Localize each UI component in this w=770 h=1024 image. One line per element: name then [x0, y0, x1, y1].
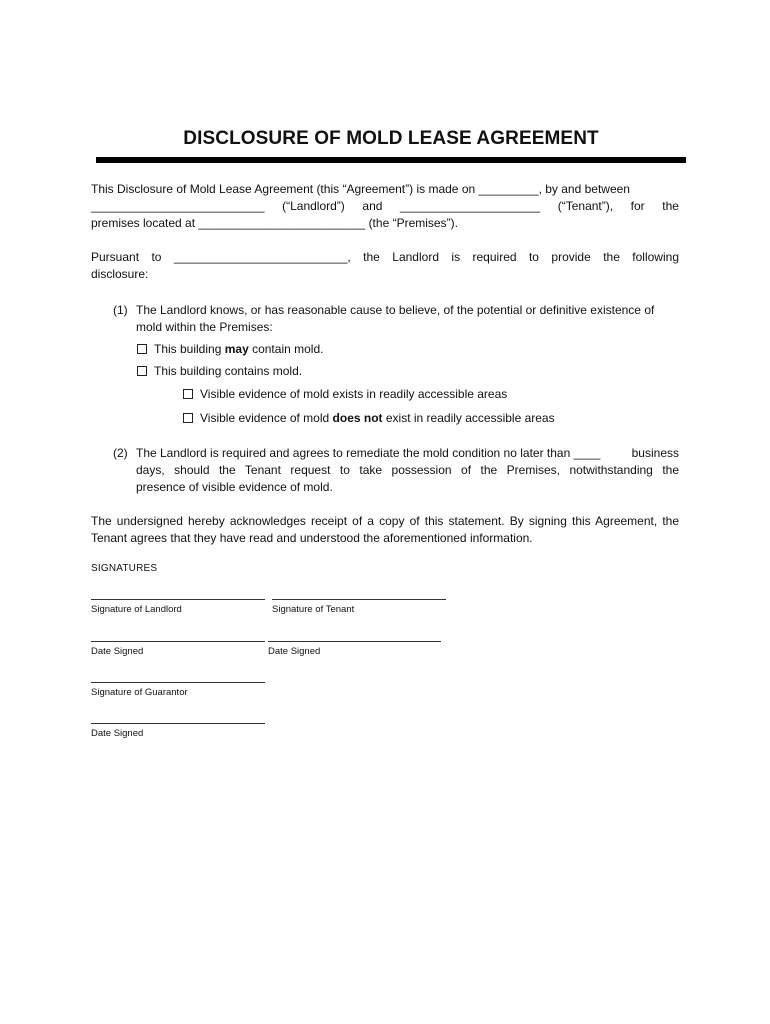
item-1-line-1: The Landlord knows, or has reasonable cause to believe, of the potential or definitive existence of: [136, 303, 655, 317]
signature-tenant-block[interactable]: [272, 599, 446, 615]
date-tenant-caption: Date Signed: [268, 646, 321, 657]
disclosure-item-1: [113, 302, 679, 336]
suboption-visible-not[interactable]: [183, 410, 555, 426]
checkbox-visible-exists[interactable]: [183, 389, 193, 399]
item-1-body: [136, 302, 679, 336]
option-bold: does not: [332, 411, 383, 425]
signature-guarantor-caption: Signature of Guarantor: [91, 687, 188, 698]
signature-landlord-block[interactable]: [91, 599, 265, 615]
checkbox-visible-not[interactable]: [183, 413, 193, 423]
option-text: exist in readily accessible areas: [382, 411, 555, 425]
intro-for: for: [630, 199, 645, 213]
signature-guarantor-block[interactable]: [91, 682, 265, 698]
document-title: DISCLOSURE OF MOLD LEASE AGREEMENT: [183, 128, 599, 149]
option-may-contain[interactable]: [137, 341, 323, 357]
pursuant-word: Pursuant: [91, 250, 140, 264]
landlord-blank[interactable]: __________________________: [91, 199, 265, 213]
option-contains-label: This building contains mold.: [154, 364, 303, 378]
date-guarantor-block[interactable]: [91, 723, 265, 739]
acknowledgement-paragraph: [91, 513, 679, 547]
pursuant-line-1: [91, 249, 679, 266]
item-1-line-2: mold within the Premises:: [136, 320, 273, 334]
suboption-visible-exists[interactable]: [183, 386, 507, 402]
pursuant-paragraph: [91, 249, 679, 283]
ack-line-1: The undersigned hereby acknowledges receipt of a copy of this statement. By signing this Agreement, the: [91, 514, 679, 528]
pursuant-word: to: [528, 250, 539, 264]
suboption-visible-not-label: [200, 410, 555, 426]
checkbox-may-contain[interactable]: [137, 344, 147, 354]
date-tenant-block[interactable]: [268, 641, 441, 657]
signature-tenant-caption: Signature of Tenant: [272, 604, 355, 615]
item-2-text: business: [631, 446, 679, 460]
intro-and: and: [362, 199, 383, 213]
ack-line-2: Tenant agrees that they have read and understood the aforementioned information.: [91, 531, 533, 545]
item-2-text: The Landlord is required and agrees to remediate the mold condition no later than ____: [136, 446, 601, 460]
pursuant-line-2: [91, 266, 679, 283]
pursuant-word: to: [151, 250, 162, 264]
item-1-number: (1): [113, 303, 128, 317]
premises-text: premises located at _________________________ (the “Premises”).: [91, 216, 458, 230]
intro-text-1: This Disclosure of Mold Lease Agreement (this “Agreement”) is made on _________, by and between: [91, 182, 630, 196]
landlord-label: (“Landlord”): [282, 199, 345, 213]
item-2-number: (2): [113, 446, 128, 460]
date-landlord-line[interactable]: [91, 641, 265, 642]
signature-landlord-caption: Signature of Landlord: [91, 604, 182, 615]
option-may-contain-label: [154, 341, 323, 357]
title-divider: [96, 157, 686, 163]
option-contains[interactable]: [137, 363, 302, 379]
option-text: Visible evidence of mold: [200, 411, 333, 425]
pursuant-word: is: [451, 250, 461, 264]
pursuant-disclosure: disclosure:: [91, 267, 149, 281]
option-text: contain mold.: [248, 342, 324, 356]
pursuant-word: the: [603, 250, 620, 264]
option-bold: may: [224, 342, 249, 356]
item-2-body: [136, 445, 679, 496]
tenant-blank[interactable]: _____________________: [400, 199, 541, 213]
pursuant-word: required: [472, 250, 517, 264]
signature-landlord-line[interactable]: [91, 599, 265, 600]
date-guarantor-caption: Date Signed: [91, 728, 144, 739]
item-2-line-1: [136, 445, 679, 462]
pursuant-word: provide: [551, 250, 591, 264]
intro-line-3: [91, 215, 679, 232]
checkbox-contains[interactable]: [137, 366, 147, 376]
tenant-label: (“Tenant”),: [557, 199, 614, 213]
option-text: This building: [154, 342, 225, 356]
disclosure-item-2: [113, 445, 679, 496]
intro-line-1: [91, 181, 679, 198]
date-landlord-block[interactable]: [91, 641, 265, 657]
intro-paragraph: [91, 181, 679, 232]
statute-blank[interactable]: __________________________,: [173, 250, 351, 264]
item-2-line-3: presence of visible evidence of mold.: [136, 480, 333, 494]
signature-guarantor-line[interactable]: [91, 682, 265, 683]
pursuant-word: following: [632, 250, 679, 264]
pursuant-word: the: [363, 250, 380, 264]
item-2-line-2: days, should the Tenant request to take possession of the Premises, notwithstanding the: [136, 463, 679, 477]
signatures-heading: SIGNATURES: [91, 563, 158, 574]
date-guarantor-line[interactable]: [91, 723, 265, 724]
pursuant-word: Landlord: [392, 250, 439, 264]
intro-line-2: [91, 198, 679, 215]
intro-the: the: [662, 199, 679, 213]
date-tenant-line[interactable]: [268, 641, 441, 642]
suboption-visible-exists-label: Visible evidence of mold exists in readily accessible areas: [200, 387, 508, 401]
date-landlord-caption: Date Signed: [91, 646, 144, 657]
signature-tenant-line[interactable]: [272, 599, 446, 600]
